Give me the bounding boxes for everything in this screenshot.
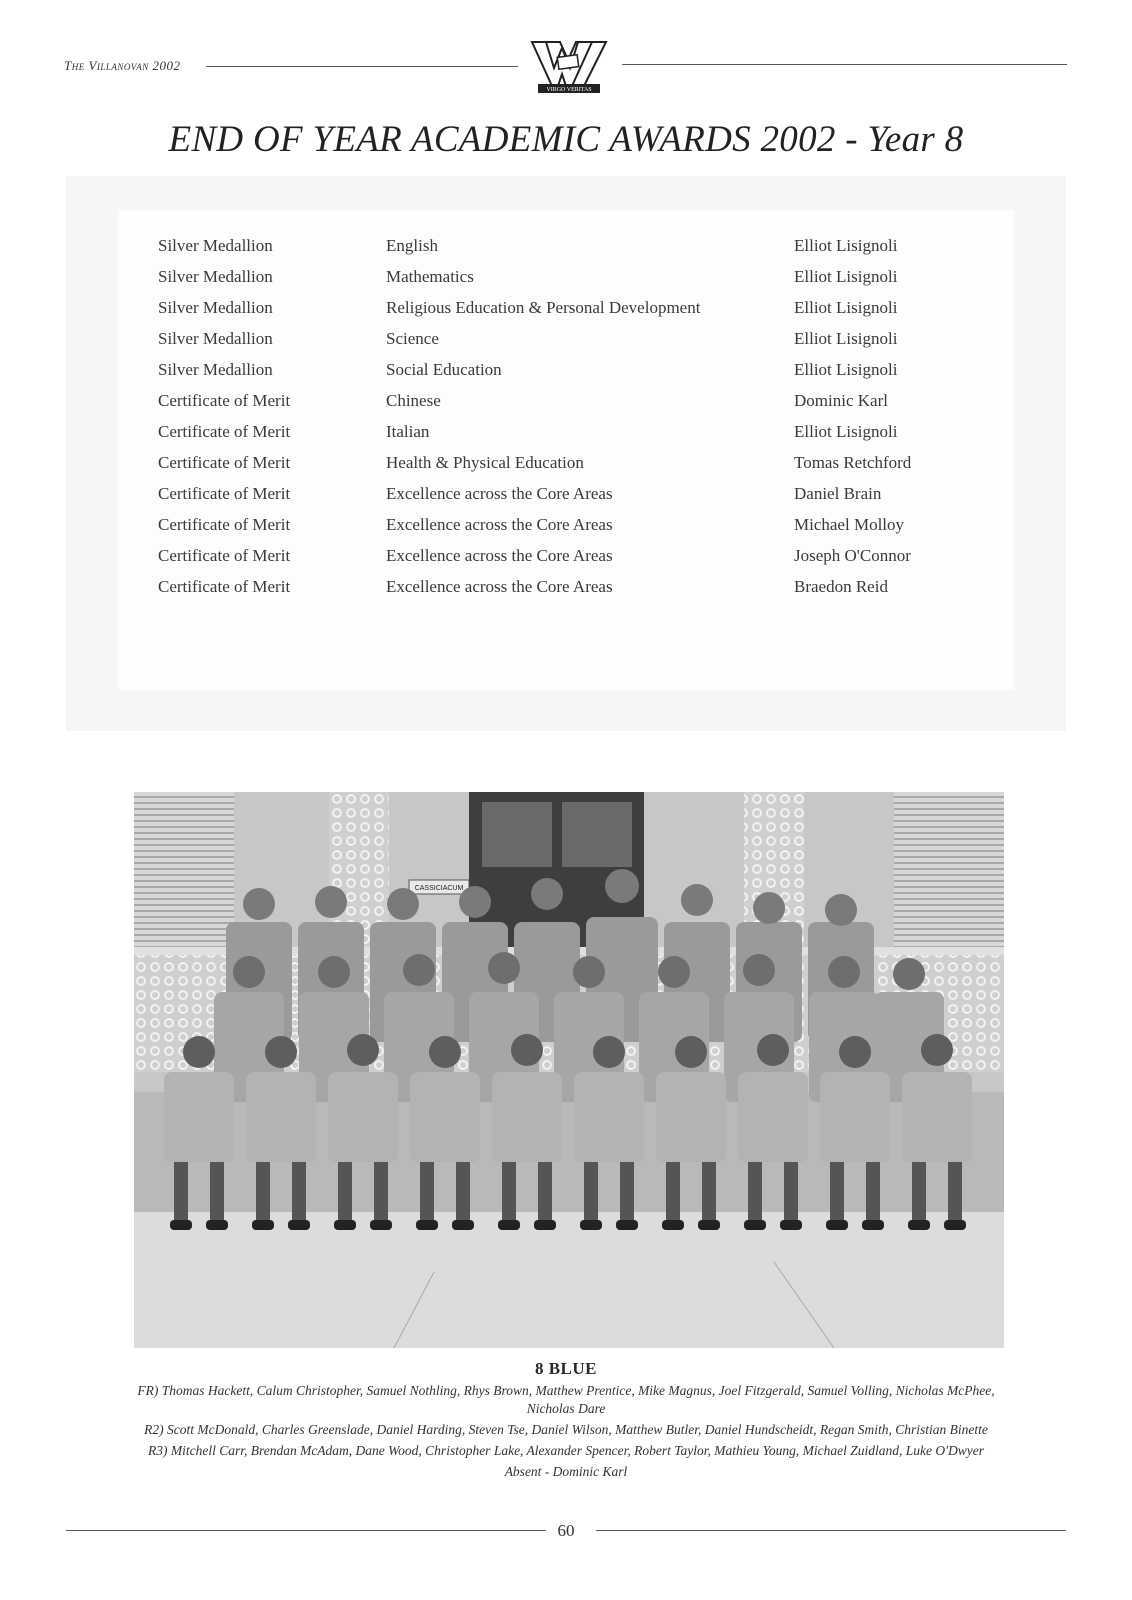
- page-header: [0, 0, 1132, 110]
- caption-front-row-cont: Nicholas Dare: [526, 1401, 606, 1416]
- award-type: Certificate of Merit: [158, 577, 291, 596]
- award-recipient: Elliot Lisignoli: [794, 298, 898, 317]
- logo-motto-text: VIRGO VERITAS: [546, 87, 592, 93]
- award-recipient: Elliot Lisignoli: [794, 236, 898, 255]
- award-subject: Italian: [386, 422, 430, 441]
- caption-row-3: R3) Mitchell Carr, Brendan McAdam, Dane Wood, Christopher Lake, Alexander Spencer, Robert Taylor, Mathieu Young, Michael Zuidland, Luke O'Dwyer: [147, 1443, 985, 1458]
- award-recipient: Tomas Retchford: [794, 453, 912, 472]
- award-recipient: Elliot Lisignoli: [794, 267, 898, 286]
- award-type: Silver Medallion: [158, 298, 273, 317]
- awards-table: [118, 210, 1014, 690]
- header-rule-right: [622, 64, 1067, 65]
- award-row: [118, 391, 1014, 422]
- award-row: [118, 329, 1014, 360]
- award-row: [118, 360, 1014, 391]
- award-type: Certificate of Merit: [158, 422, 291, 441]
- award-type: Certificate of Merit: [158, 453, 291, 472]
- award-subject: Science: [386, 329, 439, 348]
- publication-title: The Villanovan 2002: [64, 58, 181, 73]
- photo-caption-title: 8 BLUE: [534, 1359, 598, 1378]
- page-number: 60: [557, 1521, 575, 1540]
- header-rule-left: [206, 66, 518, 67]
- award-type: Silver Medallion: [158, 267, 273, 286]
- award-row: [118, 577, 1014, 608]
- award-subject: Excellence across the Core Areas: [386, 546, 613, 565]
- class-photo: [134, 792, 1004, 1348]
- award-type: Silver Medallion: [158, 329, 273, 348]
- award-row: [118, 546, 1014, 577]
- caption-absent: Absent - Dominic Karl: [504, 1464, 628, 1479]
- caption-front-row: FR) Thomas Hackett, Calum Christopher, Samuel Nothling, Rhys Brown, Matthew Prentice, Mike Magnus, Joel Fitzgerald, Samuel Volling, Nicholas McPhee,: [137, 1383, 995, 1398]
- school-crest-logo: [530, 38, 608, 94]
- award-type: Certificate of Merit: [158, 484, 291, 503]
- award-row: [118, 236, 1014, 267]
- award-row: [118, 422, 1014, 453]
- award-subject: English: [386, 236, 438, 255]
- award-type: Silver Medallion: [158, 360, 273, 379]
- award-row: [118, 298, 1014, 329]
- award-type: Certificate of Merit: [158, 546, 291, 565]
- award-row: [118, 484, 1014, 515]
- award-recipient: Elliot Lisignoli: [794, 329, 898, 348]
- award-subject: Excellence across the Core Areas: [386, 484, 613, 503]
- award-subject: Excellence across the Core Areas: [386, 577, 613, 596]
- award-subject: Social Education: [386, 360, 502, 379]
- award-recipient: Braedon Reid: [794, 577, 888, 596]
- award-type: Certificate of Merit: [158, 391, 291, 410]
- caption-row-2: R2) Scott McDonald, Charles Greenslade, Daniel Harding, Steven Tse, Daniel Wilson, Matthew Butler, Daniel Hundscheidt, Regan Smith, Christian Binette: [144, 1422, 988, 1437]
- page-title: END OF YEAR ACADEMIC AWARDS 2002 - Year 8: [168, 119, 964, 160]
- award-recipient: Elliot Lisignoli: [794, 422, 898, 441]
- class-photo-illustration: [134, 792, 1004, 1348]
- award-recipient: Elliot Lisignoli: [794, 360, 898, 379]
- award-type: Certificate of Merit: [158, 515, 291, 534]
- award-row: [118, 515, 1014, 546]
- award-recipient: Dominic Karl: [794, 391, 888, 410]
- award-row: [118, 453, 1014, 484]
- building-sign: CASSICIACUM: [414, 885, 464, 892]
- award-subject: Religious Education & Personal Development: [386, 298, 701, 317]
- award-type: Silver Medallion: [158, 236, 273, 255]
- award-subject: Chinese: [386, 391, 441, 410]
- awards-panel: [66, 176, 1066, 731]
- award-subject: Excellence across the Core Areas: [386, 515, 613, 534]
- award-recipient: Michael Molloy: [794, 515, 905, 534]
- award-recipient: Daniel Brain: [794, 484, 882, 503]
- award-subject: Health & Physical Education: [386, 453, 584, 472]
- award-subject: Mathematics: [386, 267, 474, 286]
- award-row: [118, 267, 1014, 298]
- award-recipient: Joseph O'Connor: [794, 546, 911, 565]
